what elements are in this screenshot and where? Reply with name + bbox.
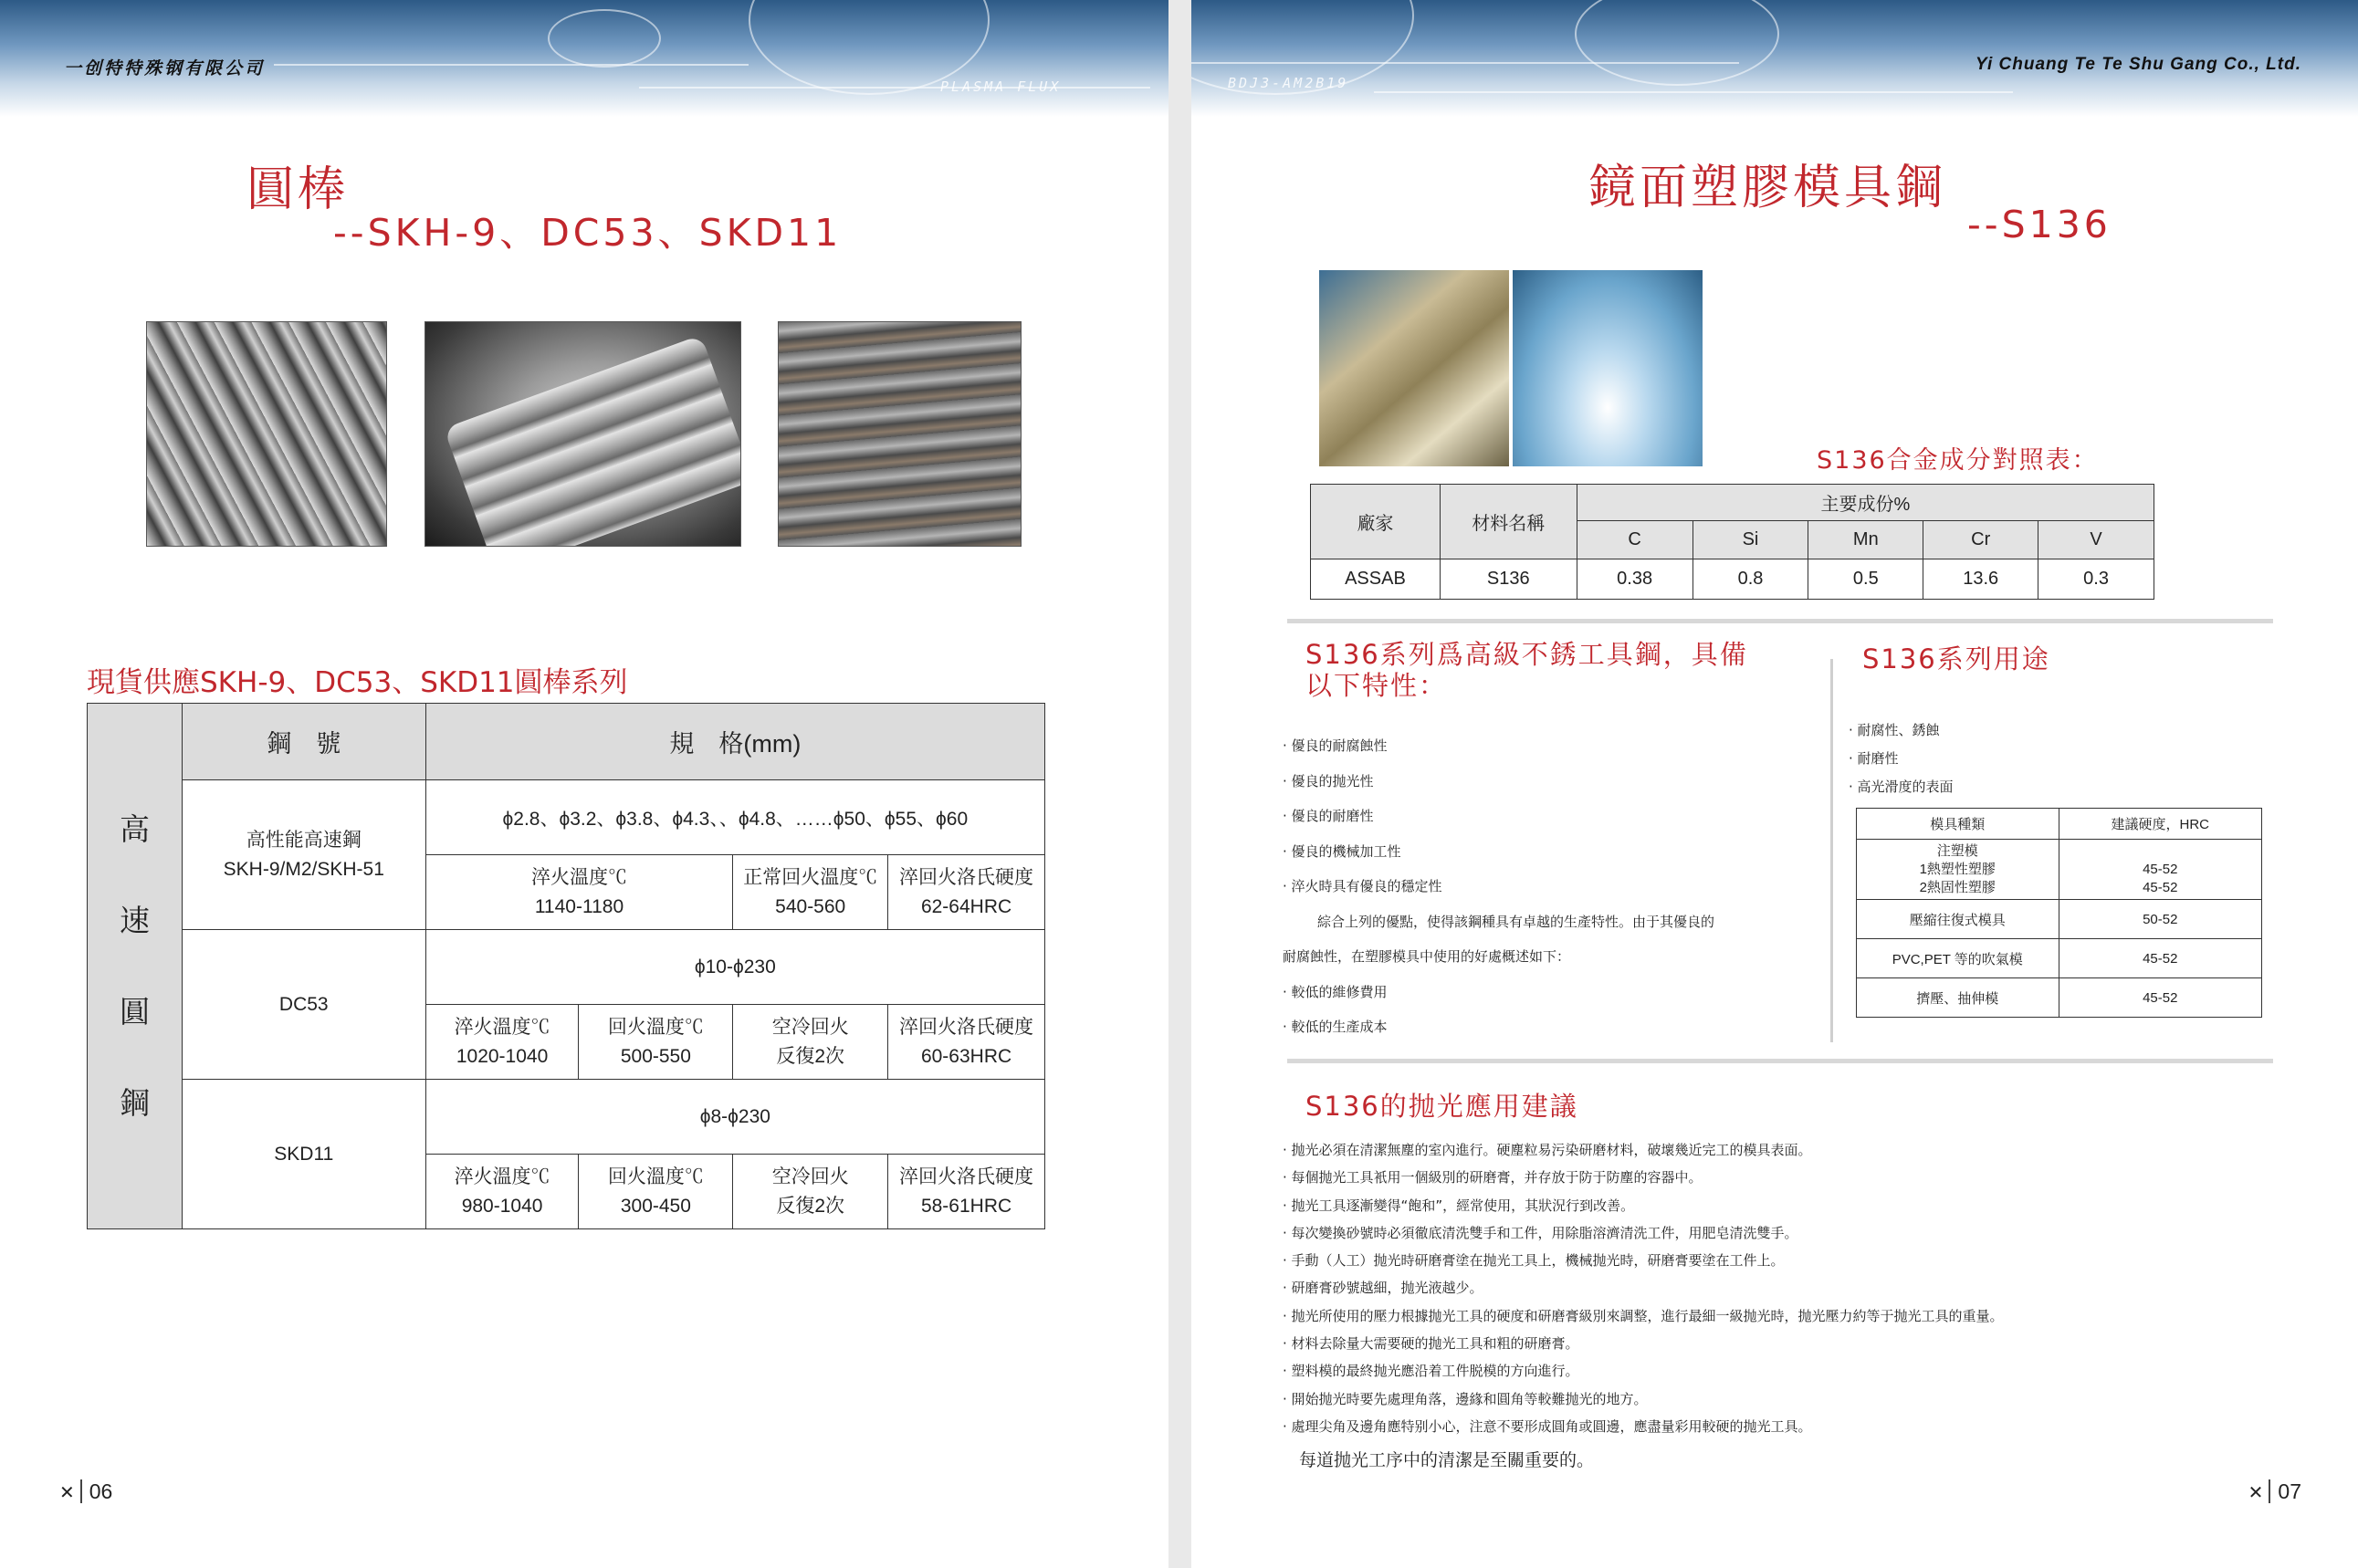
cell-value: 58-61HRC	[920, 1195, 1012, 1217]
element-header: Cr	[1923, 521, 2038, 559]
skd11-quench-cell	[425, 1155, 579, 1229]
brand-logo-icon: ✕	[2248, 1483, 2264, 1503]
round-bars-shape	[444, 335, 741, 547]
element-header: C	[1577, 521, 1693, 559]
polish-heading: S136的抛光應用建議	[1305, 1091, 1578, 1122]
polish-item: · 塑料模的最終抛光應沿着工件脱模的方向進行。	[1283, 1363, 1579, 1380]
polish-text: 開始抛光時要先處理角落，邊緣和圓角等較難抛光的地方。	[1291, 1390, 1648, 1407]
cell-label: 回火溫度℃	[607, 1166, 704, 1187]
element-value: 0.8	[1693, 559, 1808, 600]
feature-item: · 優良的耐磨性	[1283, 808, 1374, 824]
polish-item: · 每個抛光工具衹用一個級別的研磨膏，并存放于防于防塵的容器中。	[1283, 1169, 1703, 1186]
cell-line: 2熱固性塑膠	[1919, 879, 1996, 895]
company-name-en: Yi Chuang Te Te Shu Gang Co., Ltd.	[1975, 55, 2301, 74]
polish-text: 抛光必須在清潔無塵的室內進行。硬塵粒易污染研磨材料，破壞幾近完工的模具表面。	[1291, 1142, 1812, 1158]
polish-item: · 抛光所使用的壓力根據抛光工具的硬度和研磨膏級別來調整，進行最細一級抛光時，抛光壓力約等于抛光工具的重量。	[1283, 1307, 2004, 1324]
skh9-grade-cell	[182, 780, 425, 930]
skd11-aircool-cell	[733, 1155, 888, 1229]
polish-text: 塑料模的最終抛光應沿着工件脱模的方向進行。	[1291, 1363, 1579, 1380]
mold-hardness-table	[1856, 808, 2262, 1018]
cell-label: 淬火溫度℃	[530, 866, 627, 888]
feature-item: · 優良的抛光性	[1283, 772, 1374, 789]
company-name: 一创特特殊钢有限公司	[64, 59, 266, 78]
benefit-text: 較低的維修費用	[1291, 983, 1388, 1000]
page-number: 07	[2269, 1479, 2301, 1503]
cell-label: 淬回火洛氏硬度	[899, 1016, 1034, 1038]
skd11-sizes: ϕ8-ϕ230	[425, 1080, 1044, 1155]
benefit-text: 較低的生產成本	[1291, 1019, 1388, 1035]
polish-text: 每次變換砂號時必須徹底清洗雙手和工件，用除脂溶濟清洗工件，用肥皂清洗雙手。	[1291, 1224, 1798, 1241]
header-banner: PLASMA FLUX	[0, 0, 1169, 117]
element-value: 0.3	[2038, 559, 2154, 600]
page-title: 圓棒	[246, 162, 350, 217]
usage-item: · 高光滑度的表面	[1849, 779, 1954, 795]
alloy-composition-table	[1310, 484, 2154, 600]
dc53-hardness-cell	[888, 1005, 1045, 1080]
cell-value: 反復2次	[776, 1045, 845, 1067]
cell-value: 1020-1040	[456, 1045, 549, 1067]
feature-text: 淬火時具有優良的穩定性	[1291, 878, 1442, 894]
features-list	[1283, 728, 1714, 1045]
cell-value: 62-64HRC	[920, 895, 1012, 917]
polish-item: · 每次變換砂號時必須徹底清洗雙手和工件，用除脂溶濟清洗工件，用肥皂清洗雙手。	[1283, 1224, 1798, 1241]
feature-item: · 優良的耐腐蝕性	[1283, 737, 1388, 754]
feature-text: 優良的機械加工性	[1291, 842, 1401, 860]
element-header: V	[2038, 521, 2154, 559]
feature-text: 優良的耐磨性	[1291, 808, 1374, 824]
dc53-quench-cell	[425, 1005, 579, 1080]
page-number-left	[59, 1479, 112, 1504]
hardness-cell: 45-52	[2059, 939, 2261, 978]
cell-label: 空冷回火	[771, 1016, 849, 1038]
polish-item: · 開始抛光時要先處理角落，邊緣和圓角等較難抛光的地方。	[1283, 1390, 1648, 1407]
side-label-char: 鋼	[119, 1085, 150, 1120]
features-paragraph: 綜合上列的優點，使得該鋼種具有卓越的生產特性。由于其優良的	[1317, 913, 1715, 930]
feature-text: 優良的抛光性	[1291, 772, 1374, 789]
section-divider	[1287, 619, 2273, 623]
hardness-cell	[2059, 840, 2261, 900]
element-value: 13.6	[1923, 559, 2038, 600]
benefit-item: · 較低的維修費用	[1283, 983, 1388, 1000]
main-composition-header: 主要成份%	[1577, 485, 2154, 521]
cell-label: 淬火溫度℃	[454, 1166, 550, 1187]
polish-item: · 處理尖角及邊角應特别小心，注意不要形成圓角或圓邊，應盡量彩用較硬的抛光工具。	[1283, 1417, 1812, 1435]
cell-line: 45-52	[2143, 879, 2178, 895]
polish-text: 手動（人工）抛光時研磨膏塗在抛光工具上，機械抛光時，研磨膏要塗在工件上。	[1291, 1252, 1785, 1270]
page-number-right	[2248, 1479, 2301, 1504]
feature-text: 優良的耐腐蝕性	[1291, 737, 1388, 754]
usage-item: · 耐腐性、銹蝕	[1849, 722, 1940, 738]
skh9-sizes: ϕ2.8、ϕ3.2、ϕ3.8、ϕ4.3、、ϕ4.8、……ϕ50、ϕ55、ϕ60	[425, 780, 1044, 855]
usage-text: 耐腐性、銹蝕	[1857, 722, 1940, 738]
polish-advice-list	[1283, 1136, 2004, 1440]
benefit-item: · 較低的生產成本	[1283, 1019, 1388, 1035]
usage-item: · 耐磨性	[1849, 750, 1899, 767]
s136-product-photos	[1319, 270, 1703, 466]
transparent-mold-parts-photo	[1513, 270, 1703, 466]
high-speed-round-steel-label	[88, 704, 183, 1229]
column-divider	[1830, 659, 1833, 1042]
steel-bars-photo-2	[424, 321, 741, 547]
cell-label: 正常回火溫度℃	[743, 866, 878, 888]
cell-label: 淬回火洛氏硬度	[899, 1166, 1034, 1187]
grade-header: 鋼 號	[182, 704, 425, 780]
feature-item: · 優良的機械加工性	[1283, 842, 1401, 860]
polish-item: · 手動（人工）抛光時研磨膏塗在抛光工具上，機械抛光時，研磨膏要塗在工件上。	[1283, 1252, 1785, 1270]
alloy-table-heading: S136合金成分對照表：	[1817, 446, 2099, 475]
page-number: 06	[80, 1479, 113, 1503]
maker-header: 廠家	[1311, 485, 1441, 559]
left-page	[0, 0, 1169, 1568]
cell-line	[2060, 842, 2260, 861]
steel-blocks-photo	[1319, 270, 1509, 466]
polish-footer-note: 每道抛光工序中的清潔是至關重要的。	[1299, 1450, 1595, 1470]
stock-section-heading: 現貨供應SKH-9、DC53、SKD11圓棒系列	[87, 666, 628, 699]
polish-text: 材料去除量大需要硬的抛光工具和粗的研磨膏。	[1291, 1335, 1579, 1353]
page-subtitle: --SKH-9、DC53、SKD11	[333, 211, 843, 255]
polish-text: 研磨膏砂號越細，抛光液越少。	[1291, 1280, 1483, 1297]
cell-value: 300-450	[620, 1195, 691, 1217]
cell-line: 45-52	[2143, 861, 2178, 877]
dc53-sizes: ϕ10-ϕ230	[425, 930, 1044, 1005]
element-header: Si	[1693, 521, 1808, 559]
element-value: 0.5	[1808, 559, 1923, 600]
skh9-codes: SKH-9/M2/SKH-51	[223, 858, 384, 880]
side-label-char: 圓	[119, 994, 150, 1029]
page-title: 鏡面塑膠模具鋼	[1588, 161, 1947, 215]
features-heading	[1305, 639, 1748, 701]
usage-text: 高光滑度的表面	[1857, 779, 1954, 795]
skd11-temper-cell	[579, 1155, 733, 1229]
element-value: 0.38	[1577, 559, 1693, 600]
cell-value: 500-550	[620, 1045, 691, 1067]
right-page	[1191, 0, 2358, 1568]
cell-label: 空冷回火	[771, 1166, 849, 1187]
features-paragraph: 耐腐蝕性，在塑膠模具中使用的好處概述如下：	[1283, 948, 1571, 965]
skh9-hardness-cell	[888, 855, 1045, 930]
hardness-header: 建議硬度，HRC	[2059, 809, 2261, 840]
material-header: 材料名稱	[1440, 485, 1577, 559]
mold-type-cell: 擠壓、抽伸模	[1857, 978, 2059, 1018]
dc53-temper-cell	[579, 1005, 733, 1080]
hardness-cell: 45-52	[2059, 978, 2261, 1018]
polish-item: · 抛光必須在清潔無塵的室內進行。硬塵粒易污染研磨材料，破壞幾近完工的模具表面。	[1283, 1142, 1812, 1158]
cell-value: 反復2次	[776, 1195, 845, 1217]
steel-bars-photo-3	[778, 321, 1022, 547]
polish-text: 每個抛光工具衹用一個級別的研磨膏，并存放于防于防塵的容器中。	[1291, 1169, 1703, 1186]
round-steel-table	[87, 703, 1045, 1229]
cell-value: 1140-1180	[534, 895, 624, 917]
skh9-quench-cell	[425, 855, 733, 930]
features-heading-line: S136系列爲高級不銹工具鋼，具備	[1305, 639, 1748, 670]
mold-type-cell: 壓縮往復式模具	[1857, 900, 2059, 939]
side-label-char: 高	[119, 811, 150, 846]
cell-line: 1熱塑性塑膠	[1919, 861, 1996, 877]
usage-heading: S136系列用途	[1862, 643, 2050, 674]
cell-value: 540-560	[775, 895, 846, 917]
mold-type-cell	[1857, 840, 2059, 900]
polish-text: 抛光工具逐漸變得“飽和”，經常使用，其狀況行到改善。	[1291, 1197, 1635, 1214]
cell-line: 注塑模	[1936, 842, 1978, 859]
polish-item: · 研磨膏砂號越細，抛光液越少。	[1283, 1280, 1483, 1297]
steel-bars-photo-1	[146, 321, 387, 547]
usage-list	[1849, 716, 1954, 801]
section-divider	[1287, 1059, 2273, 1063]
polish-item: · 材料去除量大需要硬的抛光工具和粗的研磨膏。	[1283, 1335, 1579, 1353]
dc53-aircool-cell	[733, 1005, 888, 1080]
cell-value: 60-63HRC	[920, 1045, 1012, 1067]
header-banner: BDJ3-AM2B19	[1191, 0, 2358, 117]
spec-header: 規 格(mm)	[425, 704, 1044, 780]
skh9-name: 高性能高速鋼	[246, 829, 362, 851]
cell-label: 淬回火洛氏硬度	[899, 866, 1034, 888]
features-heading-line: 以下特性：	[1305, 670, 1448, 701]
cell-label: 回火溫度℃	[607, 1016, 704, 1038]
polish-item: · 抛光工具逐漸變得“飽和”，經常使用，其狀況行到改善。	[1283, 1197, 1635, 1214]
material-cell: S136	[1440, 559, 1577, 600]
brand-logo-icon: ✕	[59, 1483, 75, 1503]
maker-cell: ASSAB	[1311, 559, 1441, 600]
element-header: Mn	[1808, 521, 1923, 559]
mold-type-cell: PVC,PET 等的吹氣模	[1857, 939, 2059, 978]
skd11-hardness-cell	[888, 1155, 1045, 1229]
skh9-temper-cell	[733, 855, 888, 930]
page-subtitle: --S136	[1967, 203, 2112, 246]
cell-label: 淬火溫度℃	[454, 1016, 550, 1038]
cell-value: 980-1040	[461, 1195, 543, 1217]
hardness-cell: 50-52	[2059, 900, 2261, 939]
feature-item: · 淬火時具有優良的穩定性	[1283, 878, 1442, 894]
side-label-char: 速	[119, 903, 150, 937]
polish-text: 抛光所使用的壓力根據抛光工具的硬度和研磨膏級別來調整，進行最細一級抛光時，抛光壓力約等于抛光工具的重量。	[1291, 1307, 2004, 1324]
skd11-grade-cell: SKD11	[182, 1080, 425, 1229]
usage-text: 耐磨性	[1857, 750, 1899, 767]
polish-text: 處理尖角及邊角應特别小心，注意不要形成圓角或圓邊，應盡量彩用較硬的抛光工具。	[1291, 1417, 1812, 1435]
dc53-grade-cell: DC53	[182, 930, 425, 1080]
mold-type-header: 模具種類	[1857, 809, 2059, 840]
